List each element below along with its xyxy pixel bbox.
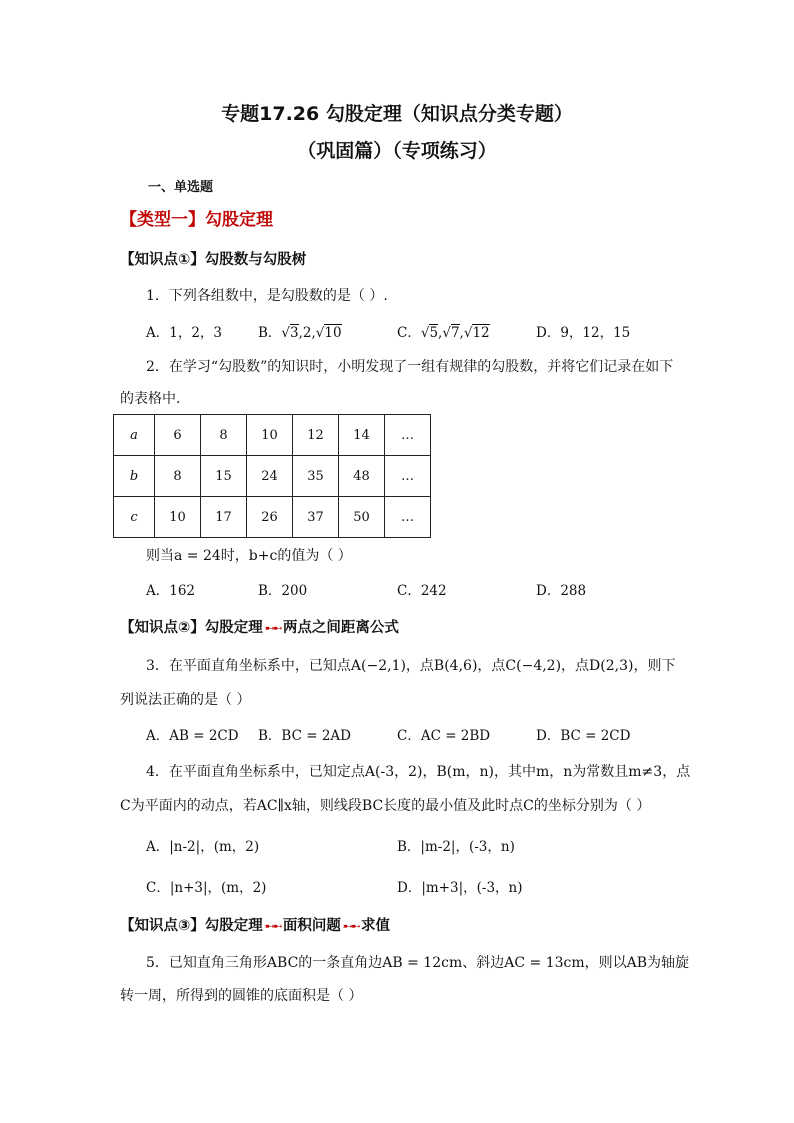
question-3-line1: 3．在平面直角坐标系中，已知点A(−2,1)，点B(4,6)，点C(−4,2)，点D(2,3)，则下 [146,658,676,674]
question-1-option-d: D．9，12，15 [536,325,631,341]
arrow-icon: ➸➸ [342,919,359,933]
question-3-line2: 列说法正确的是（ ） [120,692,251,708]
question-2-stem-line1: 2．在学习“勾股数”的知识时，小明发现了一组有规律的勾股数，并将它们记录在如下 [146,359,674,375]
knowledge-point-3: 【知识点③】勾股定理 ➸➸ 面积问题 ➸➸ 求值 [120,918,390,934]
question-3-option-d: D．BC = 2CD [536,728,631,744]
table-row: b 8 15 24 35 48 … [114,456,431,497]
table-row: a 6 8 10 12 14 … [114,415,431,456]
question-4-line1: 4．在平面直角坐标系中，已知定点A(-3，2)，B(m，n)，其中m，n为常数且m≠3，点 [146,764,691,780]
question-2-table [113,414,431,538]
question-2-ask: 则当a = 24时，b+c的值为（ ） [146,548,352,564]
arrow-icon: ➸➸ [264,621,281,635]
question-1-option-b: B．√3,2,√10 [258,325,342,341]
question-1-option-a: A．1，2，3 [146,325,223,341]
table-row: c 10 17 26 37 50 … [114,497,431,538]
question-2-option-b: B．200 [258,583,308,599]
arrow-icon: ➸➸ [264,919,281,933]
question-4-option-d: D．|m+3|，(-3，n) [397,880,523,896]
question-3-option-b: B．BC = 2AD [258,728,351,744]
question-4-option-b: B．|m-2|，(-3，n) [397,839,515,855]
question-2-option-a: A．162 [146,583,196,599]
question-5-line1: 5．已知直角三角形ABC的一条直角边AB = 12cm、斜边AC = 13cm，则以AB为轴旋 [146,955,690,971]
question-2-option-c: C．242 [397,583,447,599]
knowledge-point-2: 【知识点②】勾股定理 ➸➸ 两点之间距离公式 [120,620,399,636]
type-heading: 【类型一】勾股定理 [120,210,273,230]
page-subtitle: （巩固篇）（专项练习） [297,140,497,162]
question-3-option-a: A．AB = 2CD [146,728,239,744]
question-4-option-a: A．|n-2|，(m，2) [146,839,260,855]
question-3-option-c: C．AC = 2BD [397,728,491,744]
question-2-option-d: D．288 [536,583,587,599]
question-5-line2: 转一周，所得到的圆锥的底面积是（ ） [120,988,363,1004]
question-4-line2: C为平面内的动点，若AC∥x轴，则线段BC长度的最小值及此时点C的坐标分别为（ ） [120,798,651,814]
knowledge-point-1: 【知识点①】勾股数与勾股树 [120,252,307,268]
question-2-stem-line2: 的表格中． [120,391,190,407]
page-title: 专题17.26 勾股定理（知识点分类专题） [221,103,573,125]
question-1-stem: 1．下列各组数中，是勾股数的是（ ）. [146,288,388,304]
question-4-option-c: C．|n+3|，(m，2) [146,880,267,896]
question-1-option-c: C．√5,√7,√12 [397,325,490,341]
section-heading: 一、单选题 [148,180,214,195]
